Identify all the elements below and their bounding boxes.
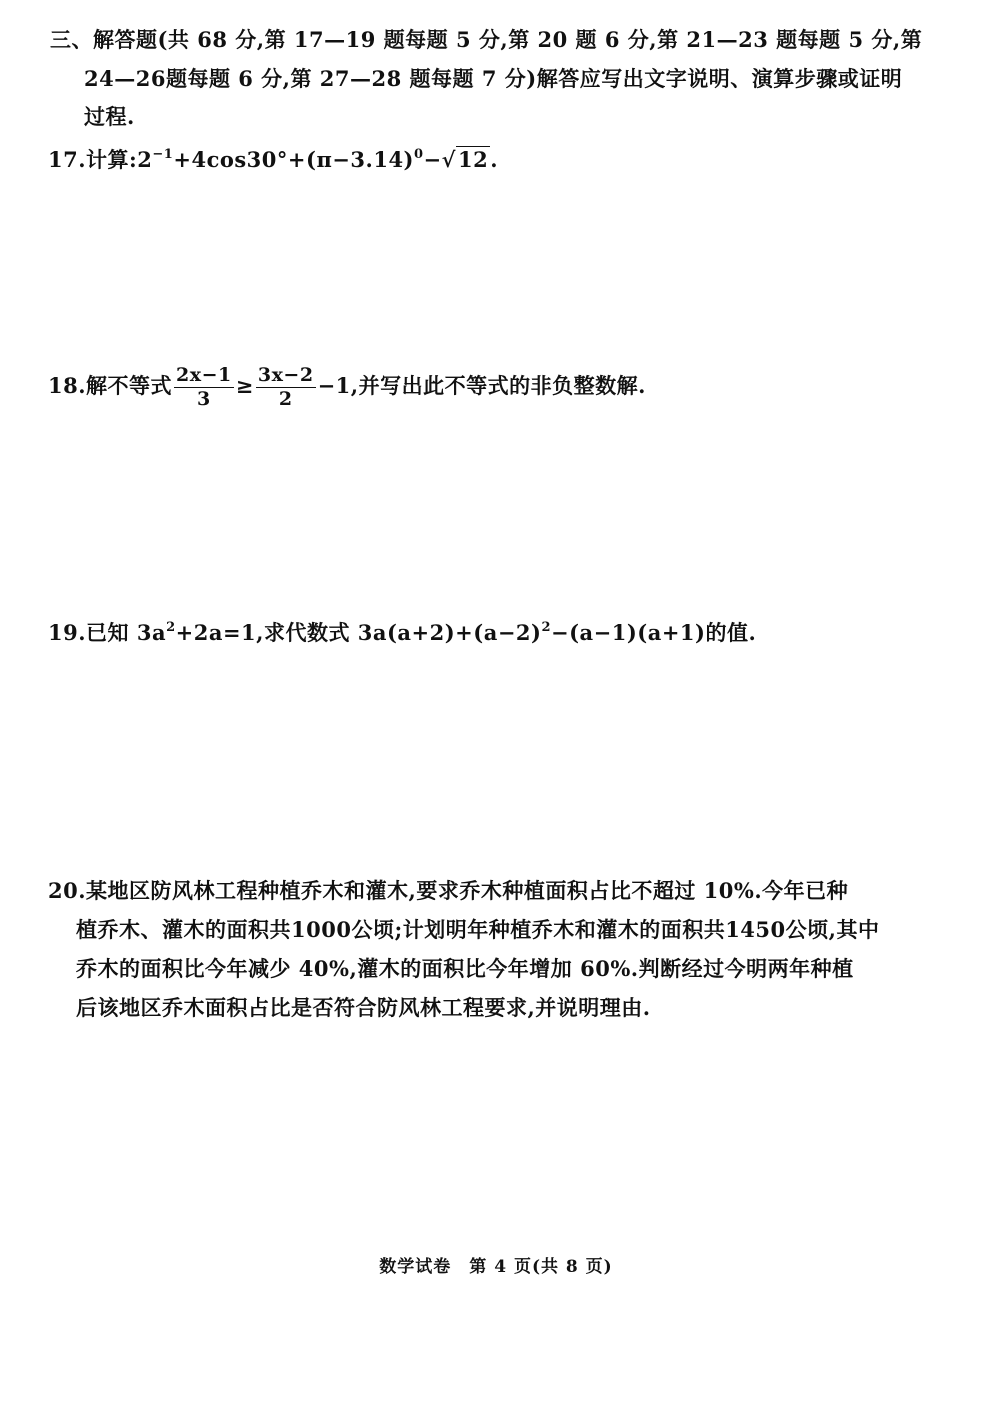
question-20-line-4: 后该地区乔木面积占比是否符合防风林工程要求,并说明理由.: [76, 995, 651, 1020]
section-heading-line-1: 三、解答题(共 68 分,第 17—19 题每题 5 分,第 20 题 6 分,第 21—23 题每题 5 分,第: [50, 27, 923, 52]
question-20-line-2: 植乔木、灌木的面积共1000公顷;计划明年种植乔木和灌木的面积共1450公顷,其中: [76, 917, 880, 942]
q19-part-3: −(a−1)(a+1)的值.: [551, 620, 757, 645]
q19-part-1: 19.已知 3a: [48, 620, 167, 645]
q17-radicand: 12: [457, 147, 489, 172]
question-18: [48, 366, 646, 409]
section-heading-line-3: 过程.: [84, 104, 135, 129]
q18-fraction-2: [256, 366, 316, 409]
q17-minus: −: [423, 147, 442, 172]
q17-exponent-1: −1: [152, 147, 174, 162]
question-17: [48, 144, 498, 174]
q17-middle: +4cos30°+(π−3.14): [173, 147, 414, 172]
q18-prefix: 18.解不等式: [48, 373, 173, 398]
q19-exponent-2: 2: [541, 620, 552, 635]
question-20-line-1: 20.某地区防风林工程种植乔木和灌木,要求乔木种植面积占比不超过 10%.今年已种: [48, 878, 849, 903]
q18-fraction-1-denominator: 3: [197, 388, 211, 410]
q19-part-2: +2a=1,求代数式 3a(a+2)+(a−2): [175, 620, 542, 645]
q17-exponent-2: 0: [414, 147, 424, 162]
q18-suffix: −1,并写出此不等式的非负整数解.: [317, 373, 646, 398]
q18-fraction-1: [174, 366, 234, 409]
q18-fraction-2-denominator: 2: [278, 388, 293, 410]
q18-fraction-1-numerator: 2x−1: [176, 364, 232, 386]
section-heading-line-2: 24—26题每题 6 分,第 27—28 题每题 7 分)解答应写出文字说明、演算步骤或证明: [84, 66, 903, 91]
q17-prefix: 17.计算:2: [48, 147, 153, 172]
q19-exponent-1: 2: [166, 620, 176, 635]
q18-fraction-2-numerator: 3x−2: [257, 364, 314, 386]
q17-end: .: [490, 147, 499, 172]
q18-ge-sign: ≥: [235, 373, 254, 398]
question-19: [48, 617, 756, 647]
question-20-line-3: 乔木的面积比今年减少 40%,灌木的面积比今年增加 60%.判断经过今明两年种植: [76, 956, 854, 981]
q17-sqrt: √12: [441, 147, 489, 172]
page-footer: 数学试卷 第 4 页(共 8 页): [379, 1257, 613, 1277]
